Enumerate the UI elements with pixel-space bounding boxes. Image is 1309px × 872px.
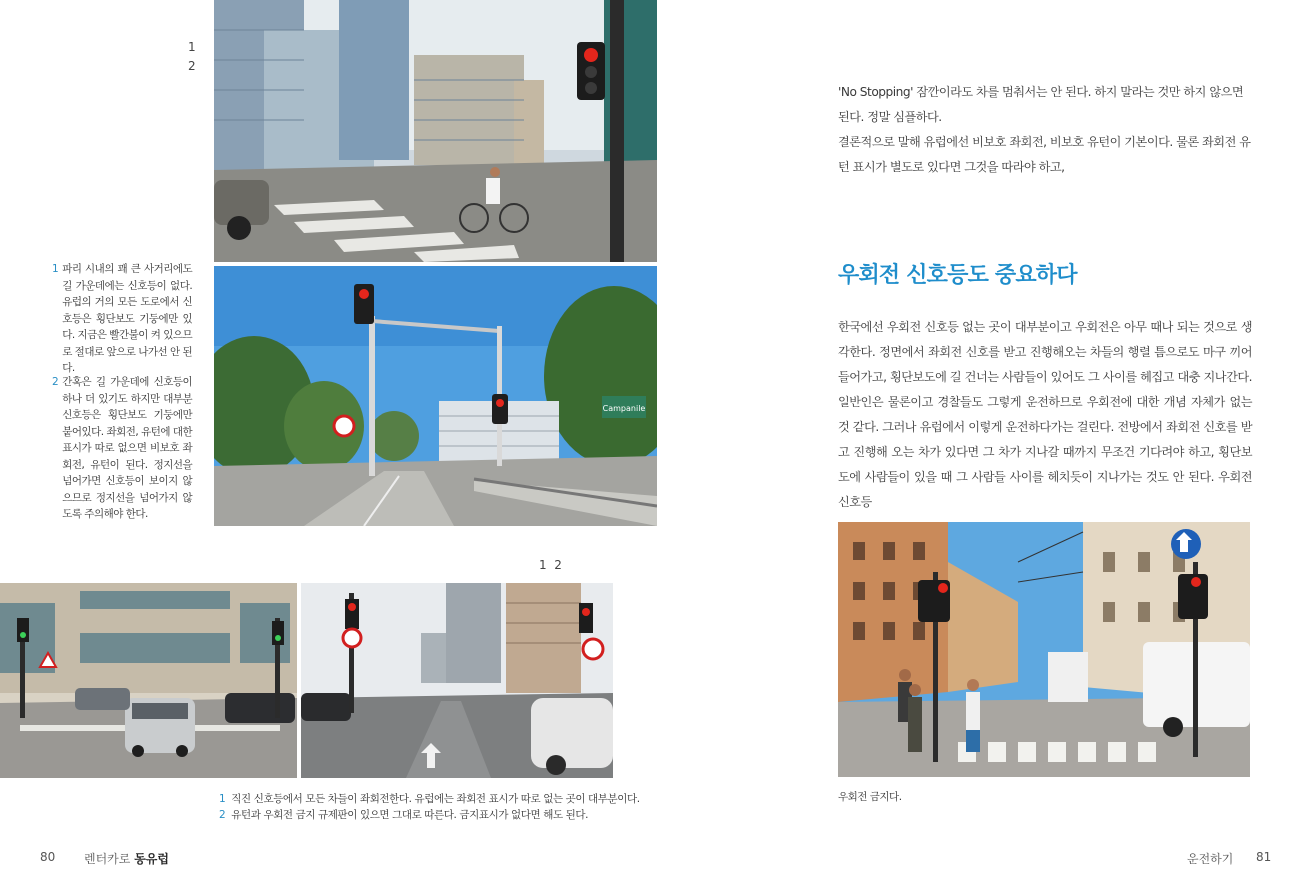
section-heading: 우회전 신호등도 중요하다: [838, 263, 1077, 288]
campanile-sign-text: Campanile: [602, 404, 646, 413]
book-title-bold: 동유럽: [134, 852, 169, 866]
section-name: 운전하기: [1187, 852, 1234, 866]
caption-text: 직진 신호등에서 모든 차들이 좌회전한다. 유럽에는 좌회전 표시가 따로 없는 곳이 대부분이다.: [231, 793, 640, 805]
photo-no-u-turn-sign: [301, 583, 613, 778]
photo-caption-right: 우회전 금지다.: [838, 791, 902, 803]
bottom-figure-numbers: 1 2: [539, 558, 562, 572]
caption-number: 1: [52, 263, 59, 275]
body-paragraph: 한국에선 우회전 신호등 없는 곳이 대부분이고 우회전은 아무 때나 되는 것으로 생각한다. 정면에서 좌회전 신호를 받고 진행해오는 차들의 행렬 틈으로도 마구 끼어들어가고, 횡단보도에 길 건너는 사람들이 있어도 그 사이를 헤집고 대충 지나간다. 일반인은 물론이고 경찰들도 그렇게 운전하므로 우회전에 대한 개념 자체가 없는 것 같다. 그러나 유럽에서 이렇게 운전하다가는 걸린다. 전방에서 좌회전 신호를 받고 진행해 오는 차가 있다면 그 차가 지나갈 때까지 무조건 기다려야 하고, 횡단보도에 사람들이 있을 때 그 사람들 사이를 헤치듯이 지나가는 것도 안 된다. 우회전 신호등: [838, 320, 1252, 509]
intro-text-2: 결론적으로 말해 유럽에선 비보호 좌회전, 비보호 유턴이 기본이다. 물론 좌회전 유턴 표시가 별도로 있다면 그것을 따라야 하고,: [838, 135, 1251, 174]
intro-paragraph: [838, 80, 1252, 180]
photo-left-turn-intersection: [0, 583, 297, 778]
caption-photo-2: [52, 374, 192, 523]
book-title: [84, 850, 169, 867]
book-title-prefix: 렌터카로: [84, 852, 135, 866]
bottom-caption-2: [219, 808, 588, 824]
caption-number: 2: [52, 376, 59, 388]
bottom-caption-1: [219, 792, 640, 808]
photo-road-signal: [214, 266, 657, 526]
intro-text-1: 'No Stopping' 잠깐이라도 차를 멈춰서는 안 된다. 하지 말라는 것만 하지 않으면 된다. 정말 심플하다.: [838, 85, 1244, 124]
page-number-left: 80: [40, 850, 56, 864]
photo-paris-intersection: [214, 0, 657, 262]
caption-text: 파리 시내의 꽤 큰 사거리에도 길 가운데에는 신호등이 없다. 유럽의 거의 모든 도로에서 신호등은 횡단보도 기둥에만 있다. 지금은 빨간불이 켜 있으므로 절대로 앞으로 나가선 안 된다.: [62, 263, 193, 374]
photo-right-turn-prohibited: [838, 522, 1250, 777]
caption-number: 2: [219, 809, 226, 821]
caption-text: 간혹은 길 가운데에 신호등이 하나 더 있기도 하지만 대부분 신호등은 횡단보도 기둥에만 붙어있다. 좌회전, 유턴에 대한 표시가 따로 없으면 비보호 좌회전, 유턴이 된다. 정지선을 넘어가면 신호등이 보이지 않으므로 정지선을 넘어가지 않도록 주의해야 한다.: [62, 376, 193, 520]
caption-photo-1: [52, 261, 192, 377]
page-number-right: 81: [1256, 850, 1272, 864]
caption-text: 유턴과 우회전 금지 규제판이 있으면 그대로 따른다. 금지표시가 없다면 해도 된다.: [231, 809, 589, 821]
caption-number: 1: [219, 793, 226, 805]
top-figure-number-1: 1: [188, 40, 196, 54]
top-figure-number-2: 2: [188, 59, 196, 73]
